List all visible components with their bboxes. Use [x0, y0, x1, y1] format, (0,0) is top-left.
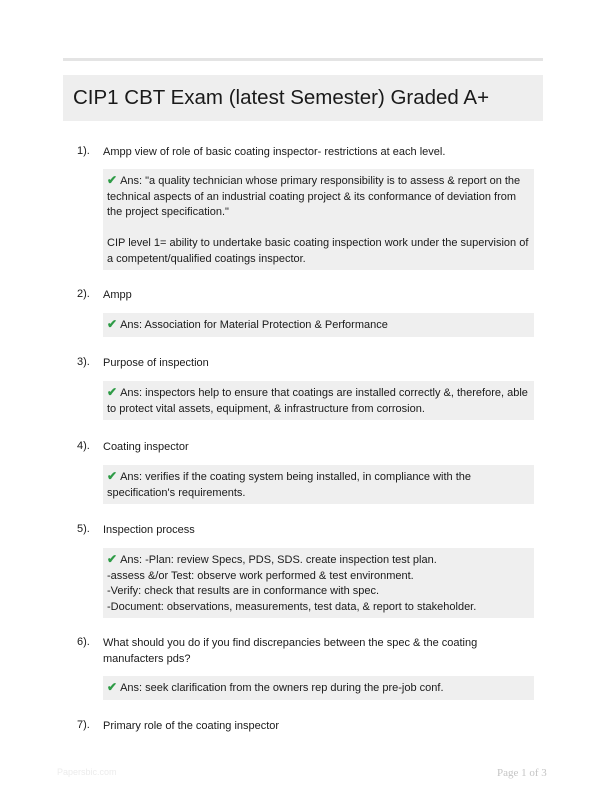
answer-line: -Document: observations, measurements, test data, & report to stakeholder.	[107, 600, 477, 613]
question-text: Primary role of the coating inspector	[103, 720, 280, 732]
document-title: CIP1 CBT Exam (latest Semester) Graded A+	[73, 86, 490, 109]
answer-line: ✔ Ans: seek clarification from the owners rep during the pre-job conf.	[107, 680, 444, 694]
checkmark-icon: ✔	[107, 469, 118, 483]
answer-spacer	[107, 221, 530, 237]
question-text: Ampp	[103, 289, 132, 301]
footer-watermark: Papersbic.com	[57, 767, 117, 777]
question-text: Coating inspector	[103, 441, 189, 453]
checkmark-icon: ✔	[107, 552, 118, 566]
answer-line: CIP level 1= ability to undertake basic coating inspection work under the supervision of a competent/qualified coatings inspector.	[107, 237, 529, 265]
answer-box	[103, 548, 534, 618]
question-number: 5).	[77, 523, 90, 535]
answer-line: ✔ Ans: inspectors help to ensure that coatings are installed correctly &, therefore, able to protect vital assets, equipment, & infrastructure from corrosion.	[107, 385, 528, 415]
checkmark-icon: ✔	[107, 317, 118, 331]
answer-box	[103, 381, 534, 420]
question-number: 2).	[77, 288, 90, 300]
question-number: 1).	[77, 145, 90, 157]
checkmark-icon: ✔	[107, 173, 118, 187]
answer-line: ✔ Ans: Association for Material Protection & Performance	[107, 317, 388, 331]
answer-line: -assess &/or Test: observe work performed & test environment.	[107, 569, 414, 582]
question-number: 6).	[77, 636, 90, 648]
answer-line: ✔ Ans: verifies if the coating system being installed, in compliance with the specification's requirements.	[107, 469, 472, 499]
answer-line: ✔ Ans: -Plan: review Specs, PDS, SDS. create inspection test plan.	[107, 552, 437, 566]
question-number: 7).	[77, 719, 90, 731]
answer-box	[103, 676, 534, 700]
title-banner	[63, 75, 543, 121]
checkmark-icon: ✔	[107, 385, 118, 399]
answer-box	[103, 169, 534, 270]
answer-line: ✔ Ans: "a quality technician whose primary responsibility is to assess & report on the technical aspects of an industrial coating project & its conformance of deviation from the project specification."	[107, 173, 521, 218]
answer-box	[103, 465, 534, 504]
page-number: Page 1 of 3	[497, 767, 547, 779]
question-text: What should you do if you find discrepancies between the spec & the coating manufacters pds?	[103, 637, 478, 665]
question-number: 4).	[77, 440, 90, 452]
question-number: 3).	[77, 356, 90, 368]
checkmark-icon: ✔	[107, 680, 118, 694]
answer-box	[103, 313, 534, 337]
top-divider	[63, 58, 543, 61]
question-text: Inspection process	[103, 524, 195, 536]
question-text: Ampp view of role of basic coating inspector- restrictions at each level.	[103, 146, 446, 158]
question-text: Purpose of inspection	[103, 357, 209, 369]
answer-line: -Verify: check that results are in conformance with spec.	[107, 585, 380, 597]
